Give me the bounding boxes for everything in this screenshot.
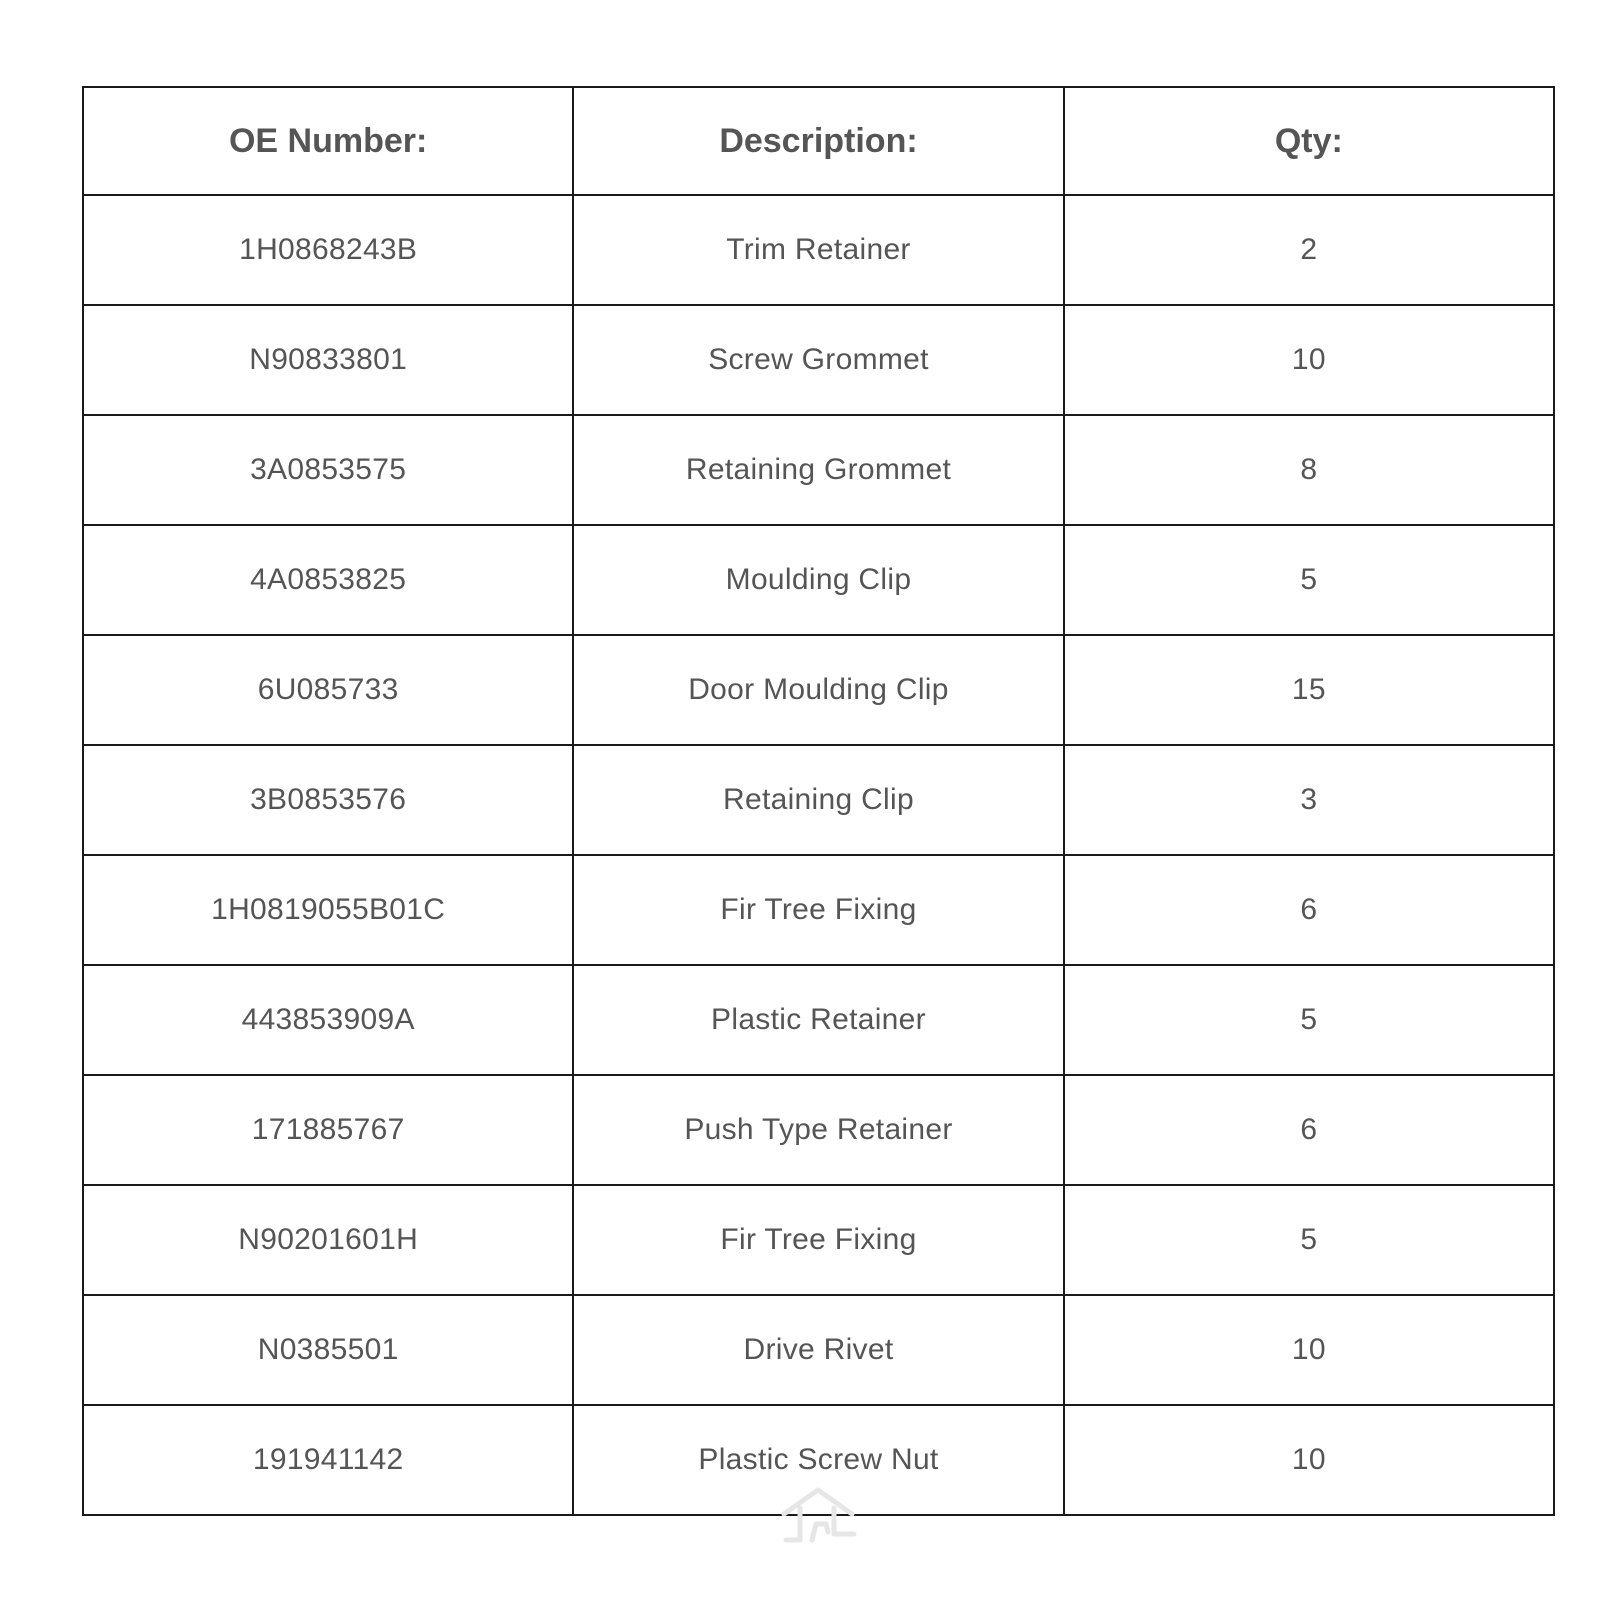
table-row — [83, 415, 1554, 525]
table-row — [83, 855, 1554, 965]
table-row — [83, 1295, 1554, 1405]
cell-description: Screw Grommet — [573, 305, 1063, 415]
cell-oe-number: 191941142 — [83, 1405, 573, 1515]
cell-oe-number: 4A0853825 — [83, 525, 573, 635]
cell-description: Retaining Grommet — [573, 415, 1063, 525]
cell-description: Fir Tree Fixing — [573, 1185, 1063, 1295]
cell-oe-number: 1H0819055B01C — [83, 855, 573, 965]
cell-description: Door Moulding Clip — [573, 635, 1063, 745]
cell-oe-number: 1H0868243B — [83, 195, 573, 305]
cell-qty: 5 — [1064, 965, 1554, 1075]
cell-qty: 2 — [1064, 195, 1554, 305]
cell-oe-number: 3A0853575 — [83, 415, 573, 525]
cell-description: Drive Rivet — [573, 1295, 1063, 1405]
cell-description: Moulding Clip — [573, 525, 1063, 635]
header-description: Description: — [573, 87, 1063, 195]
cell-oe-number: N0385501 — [83, 1295, 573, 1405]
table-row — [83, 745, 1554, 855]
header-oe-number: OE Number: — [83, 87, 573, 195]
cell-qty: 10 — [1064, 305, 1554, 415]
cell-qty: 6 — [1064, 855, 1554, 965]
cell-oe-number: N90201601H — [83, 1185, 573, 1295]
cell-qty: 15 — [1064, 635, 1554, 745]
table-row — [83, 635, 1554, 745]
cell-description: Fir Tree Fixing — [573, 855, 1063, 965]
cell-qty: 10 — [1064, 1405, 1554, 1515]
table-row — [83, 525, 1554, 635]
table-row — [83, 1075, 1554, 1185]
header-qty: Qty: — [1064, 87, 1554, 195]
cell-oe-number: 443853909A — [83, 965, 573, 1075]
cell-description: Retaining Clip — [573, 745, 1063, 855]
cell-description: Plastic Retainer — [573, 965, 1063, 1075]
cell-oe-number: 6U085733 — [83, 635, 573, 745]
house-logo-icon — [778, 1484, 862, 1546]
cell-description: Trim Retainer — [573, 195, 1063, 305]
parts-table — [82, 86, 1555, 1516]
cell-qty: 5 — [1064, 525, 1554, 635]
table-header-row — [83, 87, 1554, 195]
cell-qty: 3 — [1064, 745, 1554, 855]
cell-oe-number: 3B0853576 — [83, 745, 573, 855]
table-row — [83, 965, 1554, 1075]
cell-description: Plastic Screw Nut — [573, 1405, 1063, 1515]
table-row — [83, 195, 1554, 305]
table-row — [83, 305, 1554, 415]
cell-qty: 8 — [1064, 415, 1554, 525]
cell-qty: 5 — [1064, 1185, 1554, 1295]
cell-oe-number: N90833801 — [83, 305, 573, 415]
cell-qty: 6 — [1064, 1075, 1554, 1185]
table-row — [83, 1185, 1554, 1295]
cell-description: Push Type Retainer — [573, 1075, 1063, 1185]
cell-qty: 10 — [1064, 1295, 1554, 1405]
cell-oe-number: 171885767 — [83, 1075, 573, 1185]
